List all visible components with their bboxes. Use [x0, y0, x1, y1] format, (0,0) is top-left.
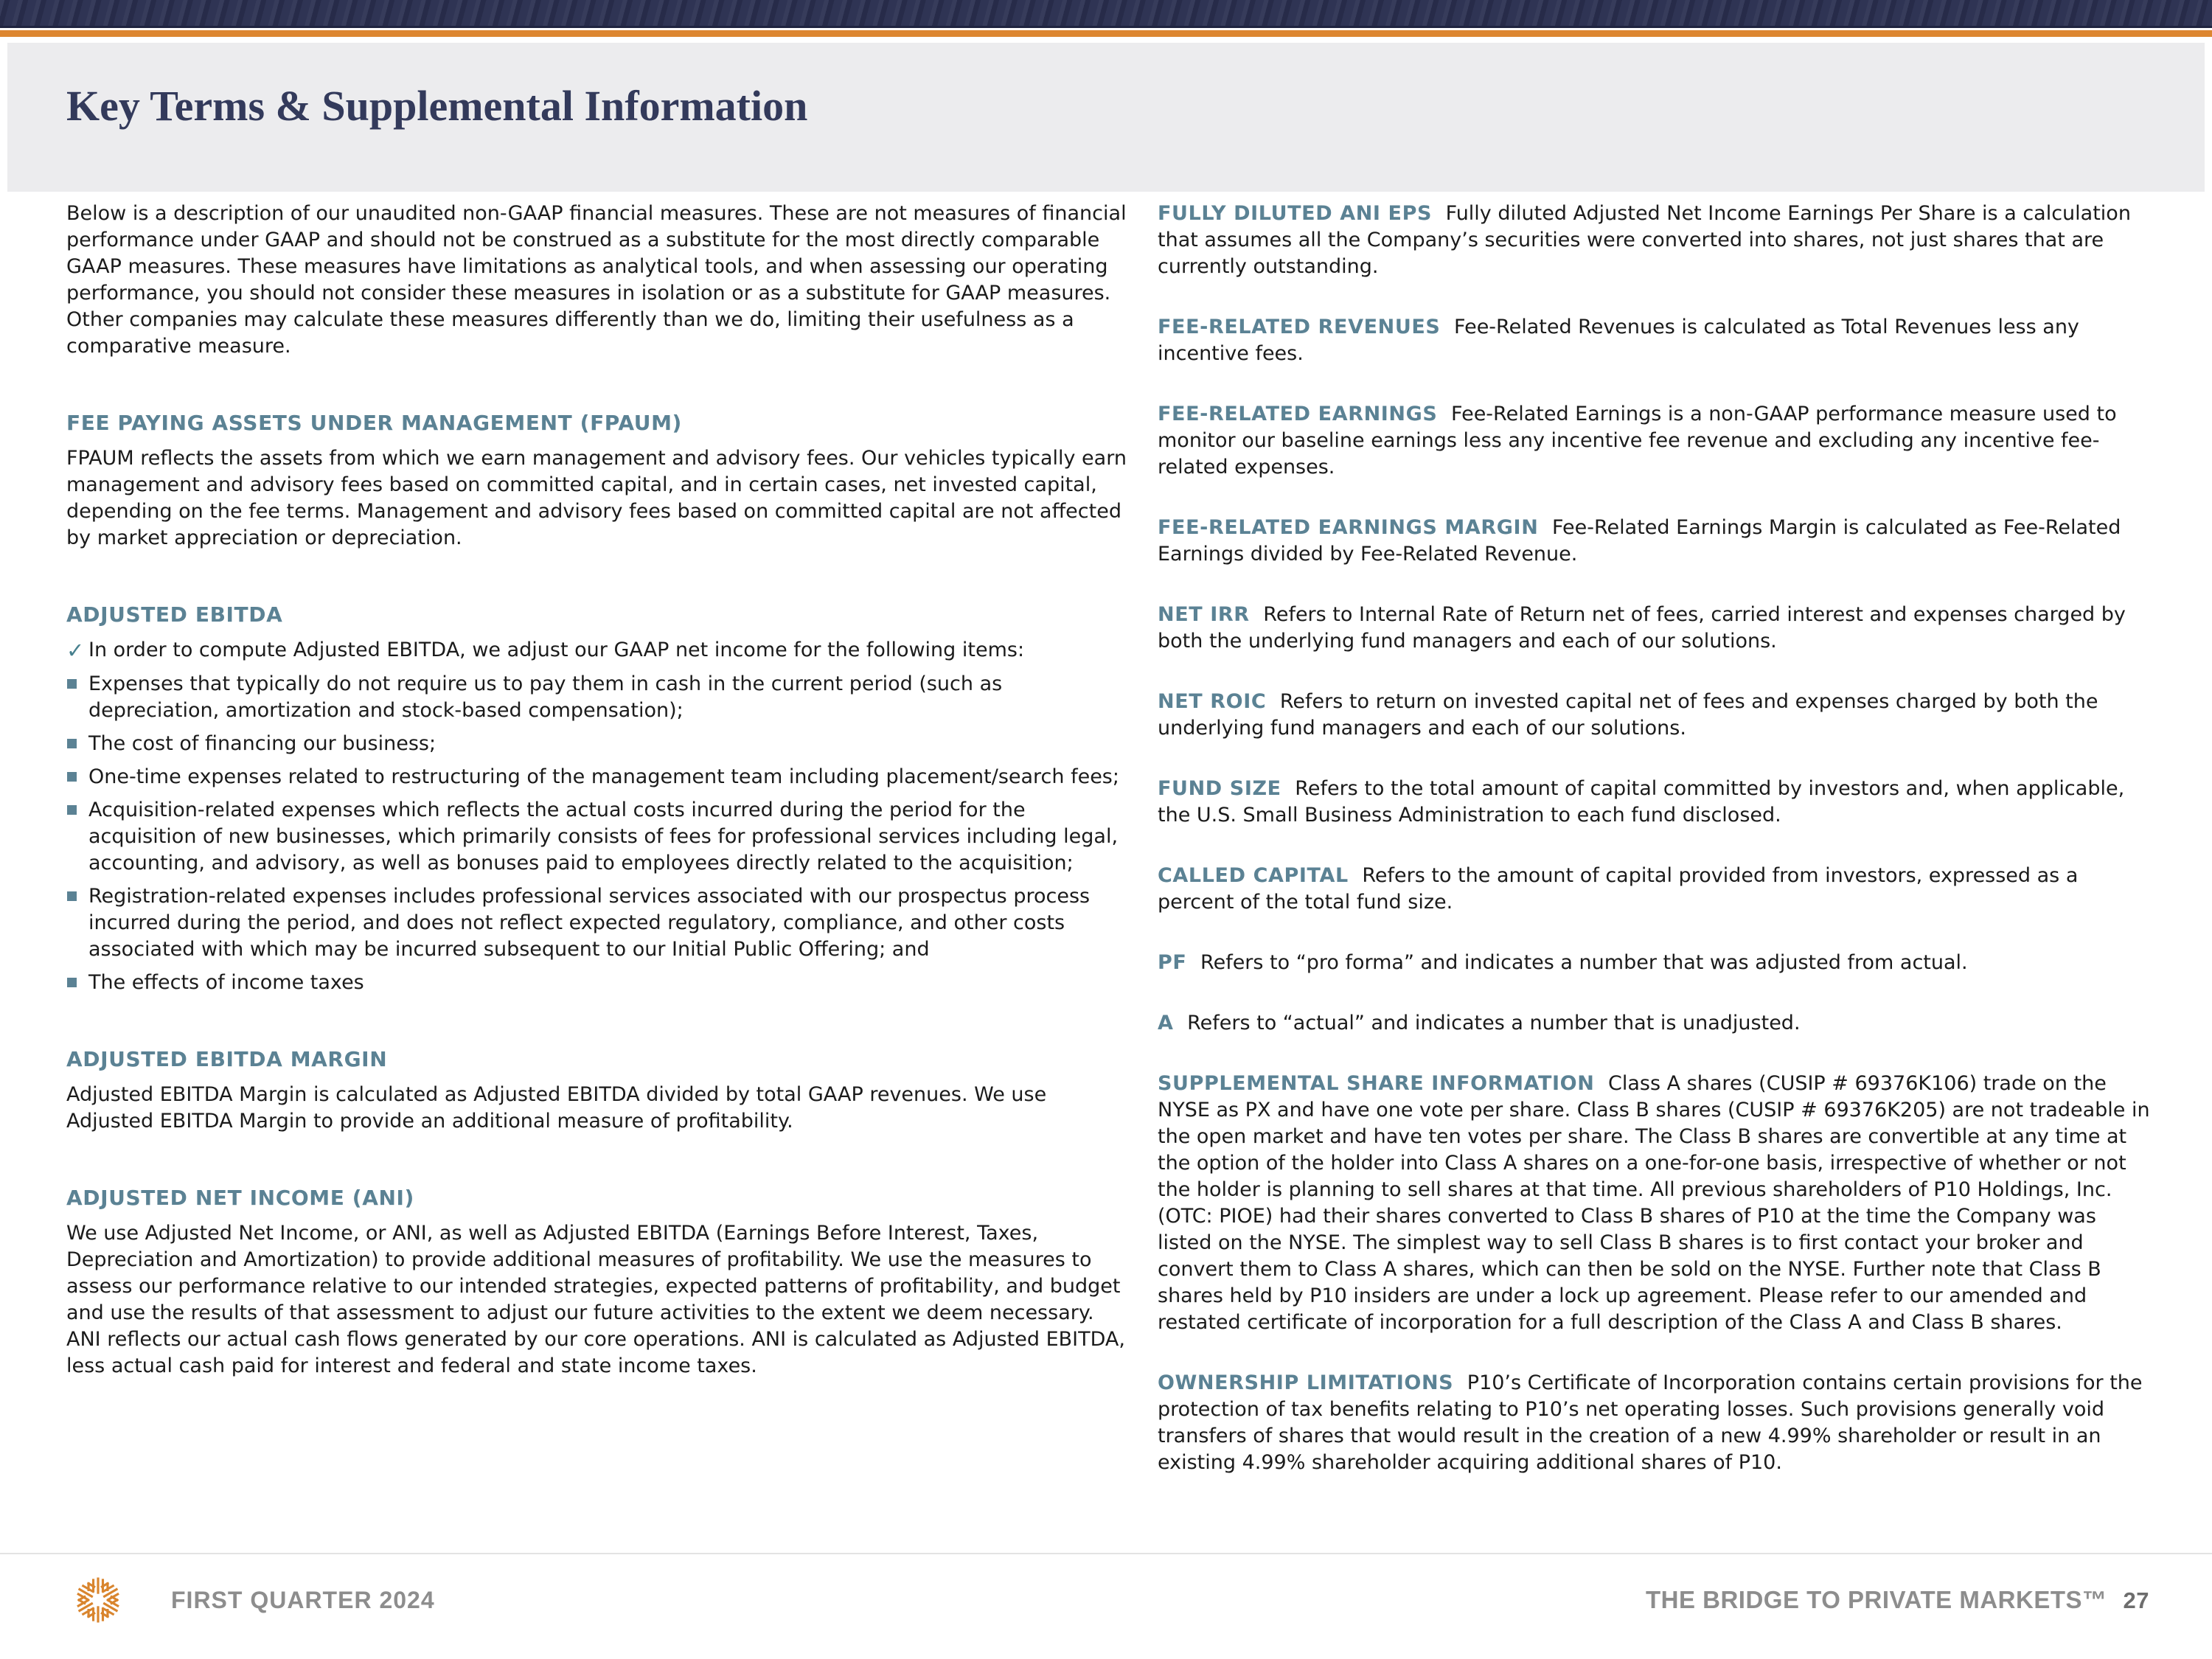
right-column: [1158, 201, 2153, 1510]
section-heading: ADJUSTED NET INCOME (ANI): [66, 1186, 414, 1210]
term-label: FEE-RELATED EARNINGS: [1158, 403, 1438, 425]
term-label: NET ROIC: [1158, 690, 1267, 713]
footer-divider: [0, 1553, 2212, 1554]
p10-starburst-logo-icon: [71, 1573, 125, 1627]
bullet-item-text: Expenses that typically do not require us to pay them in cash in the current period (such as depreciation, amortization and stock-based compensation);: [88, 672, 1003, 722]
header-navy-bar: [0, 0, 2212, 28]
term-item: [1158, 314, 2153, 367]
footer-tagline: [1646, 1586, 2149, 1614]
term-definition: Fee-Related Earnings is a non-GAAP performance measure used to monitor our baseline earnings less any incentive fee revenue and excluding any incentive fee-related expenses.: [1158, 403, 2117, 479]
footer-tagline-text: THE BRIDGE TO PRIVATE MARKETS™: [1645, 1586, 2107, 1613]
content-columns: [66, 201, 2153, 1510]
bullet-list-item: [66, 671, 1128, 724]
footer-quarter-label: FIRST QUARTER 2024: [171, 1586, 435, 1613]
term-item: [1158, 863, 2153, 916]
term-definition: Class A shares (CUSIP # 69376K106) trade on the NYSE as PX and have one vote per share. Class B shares (CUSIP # 69376K205) are not tradeable in the open market and have ten votes per share. The Class B shares are convertible at any time at the option of the holder into Class A shares on a one-for-one basis, irrespective of whether or not the holder is planning to sell shares at that time. All previous shareholders of P10 Holdings, Inc. (OTC: PIOE) had their shares converted to Class B shares of P10 at the time the Company was listed on the NYSE. The simplest way to sell Class B shares is to first contact your broker and convert them to Class A shares, which can then be sold on the NYSE. Further note that Class B shares held by P10 insiders are under a lock up agreement. Please refer to our amended and restated certificate of incorporation for a full description of the Class A and Class B shares.: [1158, 1072, 2150, 1334]
term-item: [1158, 776, 2153, 829]
square-bullet-icon: [66, 731, 88, 757]
header-orange-stripe: [0, 30, 2212, 37]
term-definition: Refers to return on invested capital net of fees and expenses charged by both the underlying fund managers and each of our solutions.: [1158, 690, 2098, 740]
term-label: FUND SIZE: [1158, 777, 1281, 800]
term-definition: Fully diluted Adjusted Net Income Earnings Per Share is a calculation that assumes all the Company’s securities were converted into shares, not just shares that are currently outstanding.: [1158, 202, 2131, 278]
section-heading: ADJUSTED EBITDA: [66, 602, 283, 627]
term-definition: Refers to the amount of capital provided from investors, expressed as a percent of the total fund size.: [1158, 864, 2079, 914]
term-label: FULLY DILUTED ANI EPS: [1158, 202, 1433, 225]
section-paragraph: FPAUM reflects the assets from which we earn management and advisory fees. Our vehicles typically earn management and advisory fees based on committed capital, and in certain cases, net invested capital, depending on the fee terms. Management and advisory fees based on committed capital are not affected by market appreciation or depreciation.: [66, 447, 1127, 549]
bullet-item-text: One-time expenses related to restructuring of the management team including placement/search fees;: [88, 765, 1119, 788]
term-label: SUPPLEMENTAL SHARE INFORMATION: [1158, 1072, 1595, 1095]
section-paragraph: We use Adjusted Net Income, or ANI, as well as Adjusted EBITDA (Earnings Before Interest, Taxes, Depreciation and Amortization) to provide additional measures of profitability. We use the measures to assess our performance relative to our intended strategies, expected patterns of profitability, and budget and use the results of that assessment to adjust our future activities to the extent we deem necessary. ANI reflects our actual cash flows generated by our core operations. ANI is calculated as Adjusted EBITDA, less actual cash paid for interest and federal and state income taxes.: [66, 1222, 1125, 1377]
bullet-list-item: [66, 797, 1128, 877]
left-column: [66, 201, 1128, 1510]
section-paragraph: Adjusted EBITDA Margin is calculated as Adjusted EBITDA divided by total GAAP revenues. We use Adjusted EBITDA Margin to provide an additional measure of profitability.: [66, 1083, 1047, 1133]
bullet-list-item: [66, 970, 1128, 996]
term-definition: Refers to “pro forma” and indicates a number that was adjusted from actual.: [1200, 951, 1968, 974]
section-heading: FEE PAYING ASSETS UNDER MANAGEMENT (FPAUM): [66, 411, 682, 435]
bullet-list-item: [66, 731, 1128, 757]
bullet-item-text: Registration-related expenses includes professional services associated with our prospectus process incurred during the period, and does not reflect expected regulatory, compliance, and other costs associated with which may be incurred subsequent to our Initial Public Offering; and: [88, 885, 1091, 961]
term-label: CALLED CAPITAL: [1158, 864, 1349, 887]
bullet-list-item: [66, 764, 1128, 790]
square-bullet-icon: [66, 671, 88, 724]
term-item: [1158, 1010, 2153, 1037]
left-sections: [66, 411, 1128, 1380]
glossary-section: [66, 1186, 1128, 1380]
page-title: Key Terms & Supplemental Information: [66, 82, 808, 130]
bullet-list-item: [66, 883, 1128, 963]
term-item: [1158, 689, 2153, 742]
term-label: NET IRR: [1158, 603, 1250, 626]
check-list-item: [66, 637, 1128, 664]
term-item: [1158, 602, 2153, 655]
title-band: [7, 43, 2205, 192]
section-heading: ADJUSTED EBITDA MARGIN: [66, 1047, 388, 1071]
glossary-section: [66, 411, 1128, 552]
term-label: OWNERSHIP LIMITATIONS: [1158, 1371, 1454, 1394]
glossary-section: [66, 603, 1128, 996]
term-label: A: [1158, 1012, 1174, 1034]
term-label: FEE-RELATED EARNINGS MARGIN: [1158, 516, 1539, 539]
term-definition: Refers to “actual” and indicates a number that is unadjusted.: [1187, 1012, 1801, 1034]
square-bullet-icon: [66, 797, 88, 877]
term-item: [1158, 401, 2153, 481]
term-item: [1158, 1370, 2153, 1476]
term-item: [1158, 950, 2153, 976]
bullet-item-text: Acquisition-related expenses which reflects the actual costs incurred during the period for the acquisition of new businesses, which primarily consists of fees for professional services including legal, accounting, and advisory, as well as bonuses paid to employees directly related to the acquisition;: [88, 799, 1119, 874]
square-bullet-icon: [66, 764, 88, 790]
term-definition: Fee-Related Revenues is calculated as Total Revenues less any incentive fees.: [1158, 316, 2079, 365]
term-definition: Refers to the total amount of capital committed by investors and, when applicable, the U.S. Small Business Administration to each fund disclosed.: [1158, 777, 2125, 827]
term-definition: Refers to Internal Rate of Return net of fees, carried interest and expenses charged by both the underlying fund managers and each of our solutions.: [1158, 603, 2126, 653]
term-item: [1158, 1071, 2153, 1336]
footer: [66, 1562, 2149, 1638]
check-item-text: In order to compute Adjusted EBITDA, we adjust our GAAP net income for the following items:: [88, 639, 1025, 661]
checkmark-icon: ✓: [66, 638, 85, 663]
bullet-item-text: The cost of financing our business;: [88, 732, 437, 755]
term-item: [1158, 515, 2153, 568]
square-bullet-icon: [66, 883, 88, 963]
glossary-section: [66, 1048, 1128, 1135]
term-definition: P10’s Certificate of Incorporation contains certain provisions for the protection of tax benefits relating to P10’s net operating losses. Such provisions generally void transfers of shares that would result in the creation of a new 4.99% shareholder or result in an existing 4.99% shareholder acquiring additional shares of P10.: [1158, 1371, 2143, 1474]
page-number: 27: [2123, 1587, 2149, 1613]
term-label: PF: [1158, 951, 1187, 974]
term-label: FEE-RELATED REVENUES: [1158, 316, 1441, 338]
square-bullet-icon: [66, 970, 88, 996]
intro-paragraph: Below is a description of our unaudited non-GAAP financial measures. These are not measures of financial performance under GAAP and should not be construed as a substitute for the most directly comparable GAAP measures. These measures have limitations as analytical tools, and when assessing our operating performance, you should not consider these measures in isolation or as a substitute for GAAP measures. Other companies may calculate these measures differently than we do, limiting their usefulness as a comparative measure.: [66, 202, 1127, 358]
term-item: [1158, 201, 2153, 280]
term-definition: Fee-Related Earnings Margin is calculated as Fee-Related Earnings divided by Fee-Related Revenue.: [1158, 516, 2121, 566]
bullet-item-text: The effects of income taxes: [88, 971, 364, 994]
